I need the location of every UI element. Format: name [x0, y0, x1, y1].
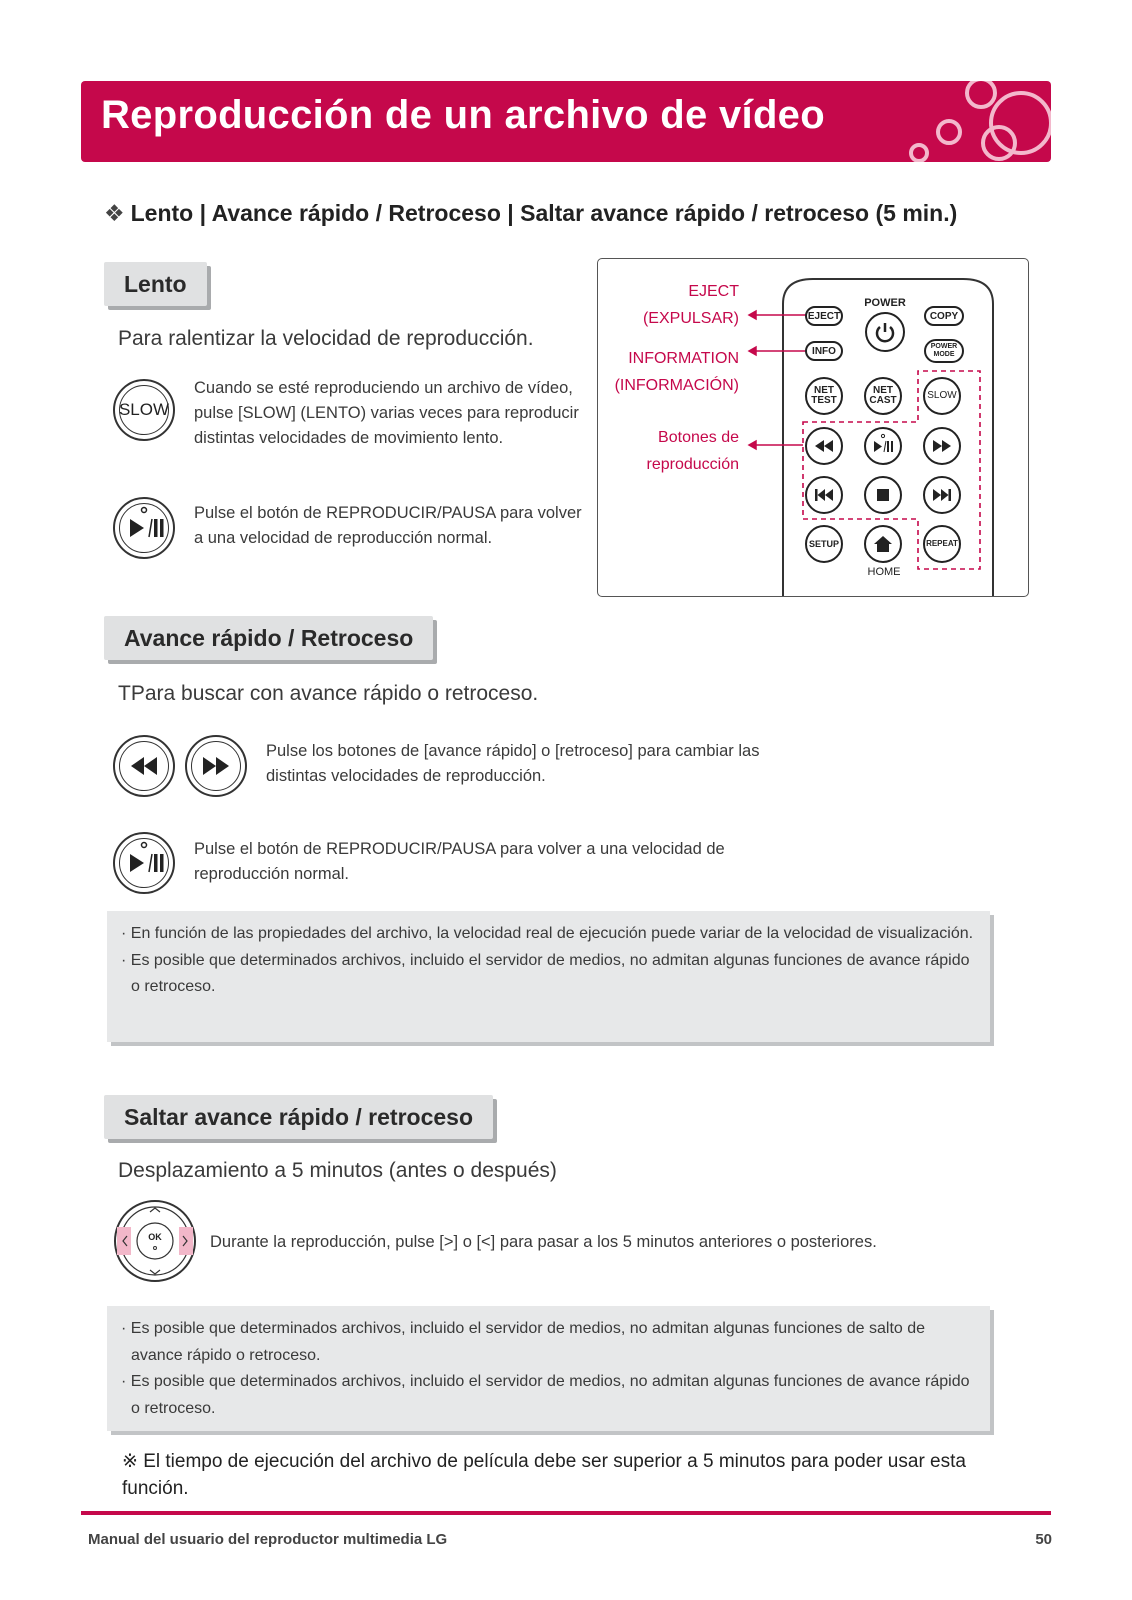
remote-eject-button: EJECT	[805, 306, 843, 326]
page-title: Reproducción de un archivo de vídeo	[101, 93, 825, 137]
info-label-1: INFORMATION	[628, 350, 739, 367]
buttons-label-1: Botones de	[658, 429, 739, 446]
note-2-item-1: · Es posible que determinados archivos, incluido el servidor de medios, no admitan algunas funciones de salto de avance rápido o retroceso.	[121, 1320, 926, 1364]
play-description-2: Pulse el botón de REPRODUCIR/PAUSA para volver a una velocidad de reproducción normal.	[194, 840, 725, 883]
note-1-item-1: · En función de las propiedades del archivo, la velocidad real de ejecución puede variar de la velocidad de visualización.	[121, 925, 974, 942]
navigation-pad-icon	[113, 1199, 197, 1283]
remote-info-button: INFO	[805, 341, 843, 361]
net-test-line-2: TEST	[811, 395, 837, 406]
ff-description: Pulse los botones de [avance rápido] o [retroceso] para cambiar las distintas velocidades de reproducción.	[266, 742, 760, 785]
remote-copy-button: COPY	[924, 306, 964, 326]
home-label: HOME	[867, 566, 901, 578]
remote-stop-icon	[864, 476, 902, 514]
notes-box-1	[107, 911, 990, 1042]
remote-next-icon	[923, 476, 961, 514]
remote-previous-icon	[805, 476, 843, 514]
power-label: POWER	[864, 297, 906, 309]
remote-play-pause-icon	[864, 427, 902, 465]
page-number: 50	[1035, 1531, 1052, 1548]
diamond-bullet-icon: ❖	[104, 200, 125, 226]
eject-label-1: EJECT	[688, 283, 739, 300]
note-2-item-2: · Es posible que determinados archivos, incluido el servidor de medios, no admitan algunas funciones de avance rápido o retroceso.	[121, 1373, 970, 1417]
fast-forward-icon	[185, 735, 247, 797]
play-pause-icon	[113, 497, 175, 559]
play-description: Pulse el botón de REPRODUCIR/PAUSA para volver a una velocidad de reproducción normal.	[194, 504, 582, 547]
remote-slow-button: SLOW	[923, 377, 961, 415]
eject-label-2: (EXPULSAR)	[642, 310, 739, 327]
saltar-lead: Desplazamiento a 5 minutos (antes o después)	[118, 1159, 557, 1182]
subtitle-text: Lento | Avance rápido / Retroceso | Saltar avance rápido / retroceso (5 min.)	[130, 200, 958, 226]
remote-setup-button: SETUP	[805, 525, 843, 563]
power-mode-line-1: POWER	[930, 343, 958, 350]
saltar-description: Durante la reproducción, pulse [>] o [<] para pasar a los 5 minutos anteriores o posteriores.	[210, 1233, 877, 1251]
info-label-2: (INFORMACIÓN)	[614, 377, 739, 394]
remote-net-test-button	[805, 377, 843, 415]
play-pause-icon-2	[113, 832, 175, 894]
power-mode-line-2: MODE	[933, 351, 955, 358]
net-cast-line-2: CAST	[869, 395, 897, 406]
remote-home-icon	[864, 525, 902, 563]
notes-box-2	[107, 1306, 990, 1431]
tab-lento: Lento	[104, 262, 207, 306]
footer-rule	[81, 1511, 1051, 1515]
slow-icon-label: SLOW	[118, 400, 170, 419]
final-note: ※ El tiempo de ejecución del archivo de película debe ser superior a 5 minutos para poder usar esta función.	[122, 1451, 966, 1499]
remote-power-mode-button	[924, 339, 964, 363]
remote-illustration	[597, 258, 1029, 597]
slow-description: Cuando se esté reproduciendo un archivo de vídeo, pulse [SLOW] (LENTO) varias veces para reproducir distintas velocidades de movimiento lento.	[194, 379, 579, 447]
slow-icon	[113, 379, 175, 441]
title-banner	[81, 81, 1051, 162]
tab-saltar: Saltar avance rápido / retroceso	[104, 1095, 493, 1139]
power-icon	[865, 312, 905, 352]
net-test-line-1: NET	[814, 385, 834, 396]
note-1-item-2: · Es posible que determinados archivos, incluido el servidor de medios, no admitan algunas funciones de avance rápido o retroceso.	[121, 951, 970, 995]
remote-repeat-button: REPEAT	[923, 525, 961, 563]
remote-net-cast-button	[864, 377, 902, 415]
rewind-icon	[113, 735, 175, 797]
section-subtitle	[104, 200, 957, 227]
avance-lead: TPara buscar con avance rápido o retroceso.	[118, 682, 539, 705]
remote-rewind-icon	[805, 427, 843, 465]
tab-avance-rapido: Avance rápido / Retroceso	[104, 616, 433, 660]
bubbles-decoration	[831, 81, 1051, 162]
footer-text: Manual del usuario del reproductor multimedia LG	[88, 1531, 448, 1548]
net-cast-line-1: NET	[873, 385, 893, 396]
remote-fast-forward-icon	[923, 427, 961, 465]
lento-lead: Para ralentizar la velocidad de reproducción.	[118, 327, 534, 350]
ok-label: OK	[148, 1232, 162, 1242]
buttons-label-2: reproducción	[646, 456, 739, 473]
